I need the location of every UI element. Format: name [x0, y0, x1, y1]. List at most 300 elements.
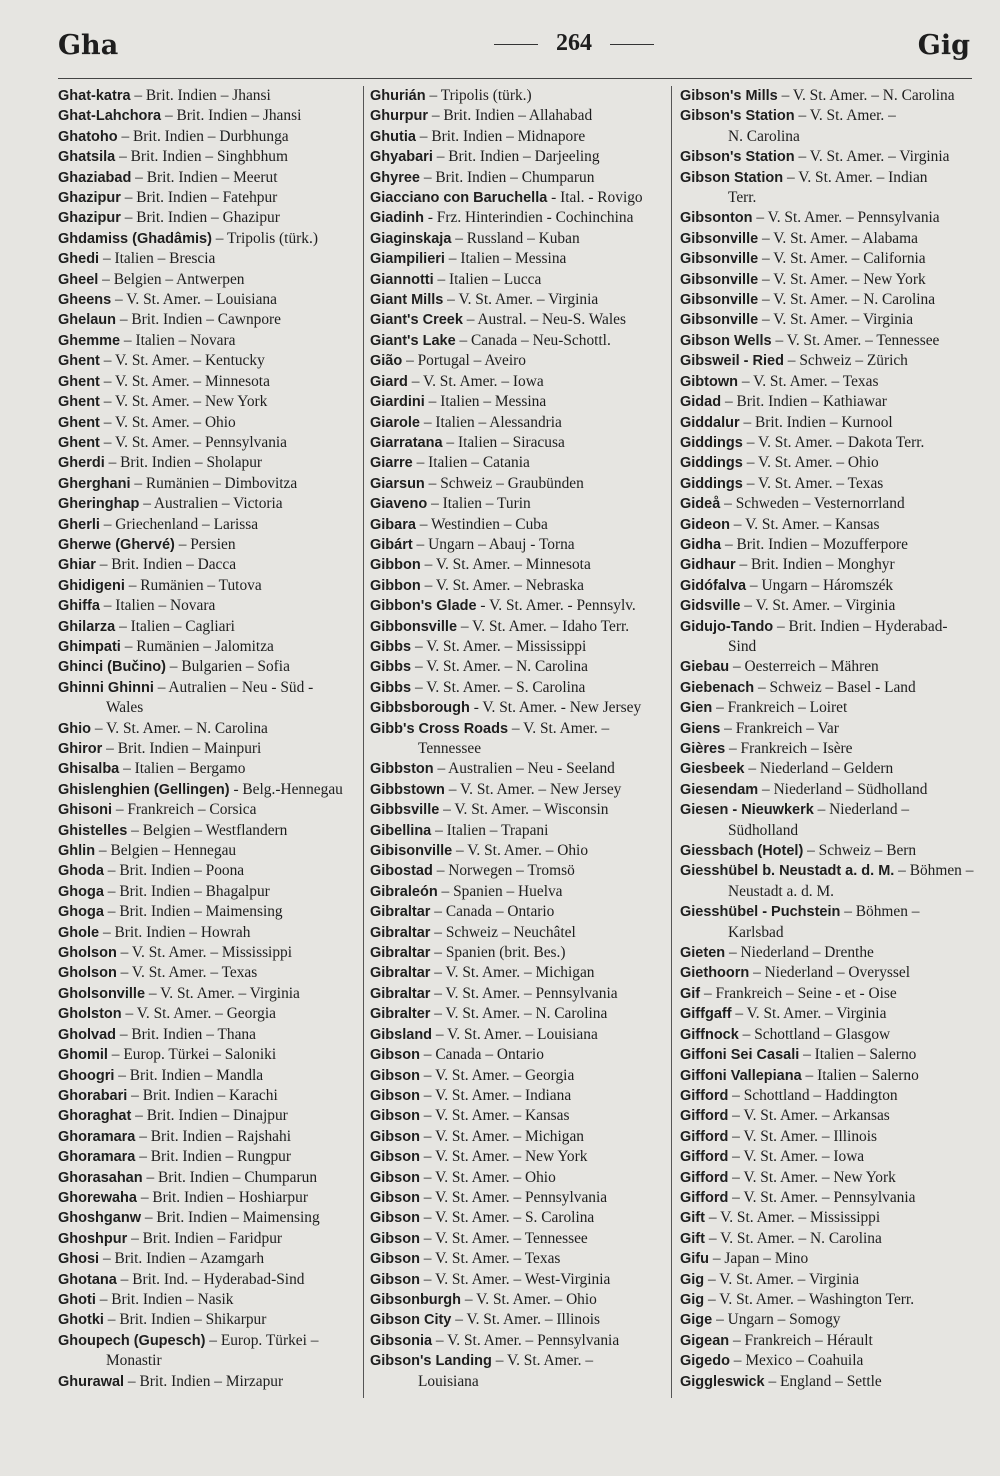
gazetteer-entry [370, 208, 665, 228]
entry-headword: Gibbs [370, 659, 412, 676]
entry-headword: Ghorabari [58, 1087, 128, 1104]
entry-headword: Ghotana [58, 1271, 117, 1288]
entry-continuation: Tennessee [418, 740, 482, 757]
entry-location: – Brit. Indien – Shikarpur [103, 1311, 267, 1329]
gazetteer-entry [370, 1147, 665, 1167]
gazetteer-entry [680, 698, 980, 718]
entry-headword: Gig [680, 1271, 705, 1288]
entry-location: – Mexico – Coahuila [729, 1352, 864, 1370]
entry-location: – V. St. Amer. – Washington Terr. [704, 1290, 915, 1308]
gazetteer-entry [370, 310, 665, 330]
gazetteer-entry [58, 270, 356, 290]
entry-headword: Giebenach [680, 679, 755, 696]
gazetteer-entry [370, 800, 665, 820]
gazetteer-entry [680, 1066, 980, 1086]
entry-headword: Gidsville [680, 598, 741, 615]
entry-headword: Giesen - Nieuwkerk [680, 802, 814, 819]
entry-location: – Schweiz – Zürich [783, 352, 908, 370]
page-header [58, 26, 970, 66]
entry-headword: Gibellina [370, 822, 432, 839]
gazetteer-entry [370, 331, 665, 351]
entry-location: – Italien – Cagliari [115, 617, 235, 635]
entry-location: – Italien – Alessandria [419, 413, 562, 431]
gazetteer-entry [680, 1147, 980, 1167]
gazetteer-entry [58, 923, 356, 943]
entry-headword: Giffoni Vallepiana [680, 1067, 802, 1084]
gazetteer-entry [370, 882, 665, 902]
entry-headword: Ghurawal [58, 1373, 125, 1390]
entry-headword: Ghomil [58, 1047, 108, 1064]
entry-location: – Autralien – Neu - Süd - [153, 678, 314, 696]
entry-headword: Gibsonia [370, 1332, 433, 1349]
gazetteer-entry [680, 1331, 980, 1351]
entry-location: – V. St. Amer. – Tennessee [771, 331, 940, 349]
entry-location: - V. St. Amer. - New Jersey [469, 699, 642, 717]
entry-headword: Gidhaur [680, 557, 736, 574]
entry-headword: Gigean [680, 1332, 730, 1349]
gazetteer-entry [370, 1331, 665, 1351]
entry-headword: Giesendam [680, 781, 759, 798]
entry-location: – Brit. Indien – Poona [103, 862, 245, 880]
entry-headword: Ghazipur [58, 210, 121, 227]
gazetteer-entry [58, 780, 356, 800]
entry-headword: Ghent [58, 434, 100, 451]
entry-continuation: Louisiana [418, 1372, 479, 1390]
entry-headword: Ghole [58, 924, 100, 941]
entry-location: – Schweden – Vesternorrland [720, 495, 905, 513]
gazetteer-entry [58, 1188, 356, 1208]
gazetteer-entry [58, 1208, 356, 1228]
gazetteer-entry [680, 780, 980, 800]
entry-headword: Ghorasahan [58, 1169, 143, 1186]
column-divider [671, 86, 672, 1398]
entry-headword: Giddalur [680, 414, 740, 431]
entry-location: – V. St. Amer. – Virginia [740, 597, 896, 615]
entry-location: – Japan – Mino [709, 1250, 809, 1268]
entry-location: – V. St. Amer. – [508, 719, 610, 737]
gazetteer-entry [680, 719, 980, 739]
entry-location: – Brit. Indien – Kathiawar [721, 393, 887, 411]
gazetteer-entry [370, 127, 665, 147]
entry-location: – V. St. Amer. – Idaho Terr. [457, 617, 630, 635]
gazetteer-entry [370, 290, 665, 310]
entry-headword: Ghedi [58, 251, 100, 268]
gazetteer-entry [680, 963, 980, 983]
entry-headword: Giant's Lake [370, 332, 456, 349]
entry-headword: Gibson's Mills [680, 88, 778, 104]
entry-headword: Ghoga [58, 883, 104, 900]
page-number [476, 30, 672, 57]
entry-headword: Gibson [370, 1087, 420, 1104]
entry-continuation: Karlsbad [728, 923, 784, 941]
entry-headword: Ghelaun [58, 312, 117, 329]
gazetteer-entry [680, 1249, 980, 1269]
entry-headword: Ghinci (Bučino) [58, 659, 166, 676]
gazetteer-entry [370, 147, 665, 167]
entry-headword: Gião [370, 353, 403, 370]
entry-headword: Gifford [680, 1189, 729, 1206]
entry-headword: Gibbon [370, 557, 421, 574]
entry-location: – V. St. Amer. – Virginia [443, 291, 599, 309]
entry-headword: Ghatsila [58, 149, 116, 166]
entry-headword: Giant Mills [370, 292, 444, 309]
gazetteer-entry [58, 1147, 356, 1167]
entry-location: – V. St. Amer. – Mississippi [411, 637, 587, 655]
entry-headword: Gibson [370, 1047, 420, 1064]
entry-location: – V. St. Amer. – Virginia [758, 311, 914, 329]
entry-headword: Gibralter [370, 1006, 431, 1023]
gazetteer-entry [58, 719, 356, 739]
gazetteer-entry [680, 351, 980, 371]
entry-headword: Giadinh [370, 210, 424, 227]
entry-location: – Australien – Neu - Seeland [433, 760, 615, 778]
gazetteer-entry [58, 453, 356, 473]
entry-location: – V. St. Amer. – New Jersey [444, 780, 622, 798]
gazetteer-entry [680, 392, 980, 412]
entry-location: – V. St. Amer. – New York [758, 270, 926, 288]
entry-location: – Frankreich – Isère [725, 740, 853, 757]
entry-headword: Giessbach (Hotel) [680, 843, 804, 860]
entry-headword: Gibson [370, 1210, 420, 1227]
entry-location: – Brit. Indien – Faridpur [127, 1229, 283, 1247]
gazetteer-entry [58, 1127, 356, 1147]
gazetteer-entry [58, 229, 356, 249]
entry-location: – V. St. Amer. – N. Carolina [430, 1005, 608, 1023]
gazetteer-entry [58, 290, 356, 310]
entry-headword: Giarole [370, 414, 420, 431]
entry-location: – Niederland – Südholland [758, 780, 928, 798]
entry-headword: Ghoramara [58, 1149, 136, 1166]
gazetteer-entry [58, 413, 356, 433]
entry-location: – Rumänien – Jalomitza [120, 637, 274, 655]
entry-location: – Niederland – [813, 801, 910, 819]
entry-location: – Tripolis (türk.) [425, 87, 532, 104]
entry-headword: Gholson [58, 945, 117, 962]
entry-location: – Brit. Indien – Dacca [95, 556, 237, 574]
gazetteer-entry [680, 106, 980, 147]
gazetteer-entry [58, 474, 356, 494]
entry-location: – V. St. Amer. – Michigan [430, 964, 595, 982]
entry-location: – Austral. – Neu-S. Wales [462, 311, 626, 329]
entry-location: – Canada – Ontario [430, 903, 555, 921]
entry-location: – Italien – Trapani [431, 821, 549, 839]
entry-headword: Gibson [370, 1067, 420, 1084]
entry-location: – Brit. Indien – Chumparun [142, 1168, 318, 1186]
entry-location: – Europ. Türkei – [205, 1331, 319, 1349]
gazetteer-entry [58, 657, 356, 677]
entry-headword: Ghiffa [58, 598, 100, 615]
entry-headword: Gifu [680, 1251, 709, 1268]
gazetteer-entry [680, 270, 980, 290]
gazetteer-entry [680, 1106, 980, 1126]
entry-location: – V. St. Amer. – New York [419, 1148, 588, 1166]
entry-location: – V. St. Amer. – Dakota Terr. [742, 433, 925, 451]
entry-headword: Giggleswick [680, 1373, 765, 1390]
entry-headword: Ghoda [58, 863, 104, 880]
entry-location: - Ital. - Rovigo [547, 189, 643, 207]
entry-headword: Gibraltar [370, 904, 431, 921]
gazetteer-entry [58, 1372, 356, 1392]
entry-location: – Italien – Catania [412, 454, 530, 472]
page-number-text: 264 [556, 30, 592, 56]
entry-headword: Gherdi [58, 455, 105, 472]
entry-location: – Italien – Messina [444, 250, 567, 268]
entry-headword: Gibb's Cross Roads [370, 720, 509, 737]
entry-headword: Giffnock [680, 1026, 739, 1043]
entry-location: – Persien [174, 535, 236, 553]
entry-headword: Gheens [58, 292, 112, 309]
entry-headword: Gifford [680, 1169, 729, 1186]
gazetteer-entry [58, 1310, 356, 1330]
entry-location: – V. St. Amer. – Minnesota [420, 556, 591, 574]
entry-location: – Spanien – Huelva [437, 882, 563, 900]
entry-headword: Gibisonville [370, 843, 453, 860]
entry-location: – Brit. Indien – Monghyr [735, 556, 895, 574]
gazetteer-entry [58, 821, 356, 841]
entry-headword: Ghoupech (Gupesch) [58, 1332, 206, 1349]
gazetteer-entry [370, 861, 665, 881]
gazetteer-entry [58, 208, 356, 228]
gazetteer-entry [370, 984, 665, 1004]
entry-location: - V. St. Amer. - Pennsylv. [476, 597, 636, 615]
column-2 [370, 86, 665, 1466]
entry-location: – Brit. Indien – Jhansi [130, 87, 271, 104]
gazetteer-entry [680, 576, 980, 596]
entry-location: – V. St. Amer. – Ohio [742, 454, 879, 472]
entry-headword: Gidujo-Tando [680, 618, 774, 635]
entry-headword: Gibtown [680, 373, 738, 390]
entry-location: – V. St. Amer. – Indian [783, 168, 928, 186]
gazetteer-entry [58, 882, 356, 902]
entry-location: – Brit. Indien – Cawnpore [116, 311, 282, 329]
entry-headword: Giarre [370, 455, 413, 472]
entry-location: – V. St. Amer. – Texas [116, 964, 258, 982]
entry-headword: Gibraltar [370, 965, 431, 982]
entry-headword: Ghent [58, 414, 100, 431]
entry-location: – Westindien – Cuba [415, 515, 548, 533]
gazetteer-entry [680, 168, 980, 209]
entry-headword: Gigedo [680, 1353, 730, 1370]
gazetteer-entry [58, 1229, 356, 1249]
entry-location: – V. St. Amer. – Ohio [99, 413, 236, 431]
entry-headword: Giarratana [370, 434, 443, 451]
gazetteer-entry [370, 1086, 665, 1106]
entry-headword: Gifford [680, 1149, 729, 1166]
entry-location: – Brit. Indien – Chumparun [419, 168, 595, 186]
entry-headword: Giethoorn [680, 965, 750, 982]
entry-headword: Gibbsborough [370, 700, 470, 717]
entry-location: – V. St. Amer. – Iowa [407, 372, 544, 390]
entry-headword: Ghdamiss (Ghadâmis) [58, 230, 212, 247]
gazetteer-entry [58, 331, 356, 351]
entry-headword: Gibbs [370, 638, 412, 655]
gazetteer-entry [680, 1168, 980, 1188]
entry-headword: Ghiror [58, 741, 103, 757]
entry-continuation: Sind [728, 637, 757, 655]
entry-headword: Gibson Station [680, 169, 784, 186]
entry-continuation: Monastir [106, 1352, 162, 1370]
entry-location: – Schweiz – Basel - Land [754, 678, 916, 696]
gazetteer-entry [370, 494, 665, 514]
entry-location: – Brit. Indien – Meerut [131, 168, 278, 186]
gazetteer-entry [680, 249, 980, 269]
entry-headword: Giant's Creek [370, 312, 463, 329]
entry-headword: Gholson [58, 965, 117, 982]
gazetteer-entry [370, 1168, 665, 1188]
gazetteer-entry [370, 86, 665, 106]
gazetteer-entry [58, 249, 356, 269]
gazetteer-entry [370, 535, 665, 555]
gazetteer-entry [680, 902, 980, 943]
entry-headword: Ghat-katra [58, 88, 131, 104]
entry-headword: Giarsun [370, 475, 425, 492]
entry-headword: Gholsonville [58, 985, 146, 1002]
entry-headword: Ghent [58, 373, 100, 390]
entry-location: – V. St. Amer. – S. Carolina [411, 678, 586, 696]
entry-location: – V. St. Amer. – Pennsylvania [752, 209, 940, 227]
gazetteer-entry [680, 290, 980, 310]
entry-headword: Ghislenghien (Gellingen) [58, 781, 230, 798]
entry-location: – Böhmen – [894, 862, 974, 880]
entry-location: – Brit. Indien – Dinajpur [131, 1107, 288, 1125]
gazetteer-entry [58, 310, 356, 330]
gazetteer-entry [370, 657, 665, 677]
gazetteer-entry [680, 800, 980, 841]
gazetteer-entry [370, 1066, 665, 1086]
entry-location: – Spanien (brit. Bes.) [430, 944, 566, 962]
entry-headword: Gibbon's Glade [370, 598, 477, 615]
gazetteer-entry [680, 1025, 980, 1045]
entry-location: – Schweiz – Graubünden [424, 474, 584, 492]
entry-headword: Gibraltar [370, 924, 431, 941]
gazetteer-entry [58, 555, 356, 575]
entry-headword: Gifford [680, 1128, 729, 1145]
column-1 [58, 86, 356, 1466]
entry-headword: Gibsonville [680, 230, 759, 247]
entry-location: – Brit. Ind. – Hyderabad-Sind [116, 1270, 305, 1288]
entry-headword: Ghaziabad [58, 169, 132, 186]
entry-location: – V. St. Amer. – New York [728, 1168, 896, 1186]
gazetteer-entry [680, 494, 980, 514]
entry-location: – Italien – Brescia [99, 250, 216, 268]
entry-headword: Gideon [680, 516, 730, 533]
entry-location: – Australien – Victoria [139, 495, 283, 513]
entry-location: – V. St. Amer. – Illinois [728, 1127, 877, 1145]
gazetteer-entry [58, 433, 356, 453]
entry-location: – Brit. Indien – Mozufferpore [721, 535, 909, 553]
entry-headword: Gidad [680, 394, 722, 411]
gazetteer-entry [58, 759, 356, 779]
gazetteer-entry [370, 923, 665, 943]
entry-location: – Schweiz – Bern [803, 842, 917, 860]
gazetteer-entry [58, 86, 356, 106]
entry-location: – Brit. Indien – Hyderabad- [773, 617, 948, 635]
entry-headword: Gideå [680, 496, 721, 513]
gazetteer-entry [680, 86, 980, 106]
gazetteer-entry [370, 270, 665, 290]
gazetteer-entry [680, 310, 980, 330]
entry-headword: Gige [680, 1312, 713, 1329]
gazetteer-entry [58, 1045, 356, 1065]
gazetteer-entry [58, 494, 356, 514]
entry-location: – Brit. Indien – Rungpur [135, 1148, 291, 1166]
gazetteer-entry [58, 576, 356, 596]
gazetteer-entry [370, 780, 665, 800]
gazetteer-entry [58, 1086, 356, 1106]
entry-headword: Gibsonville [680, 312, 759, 329]
entry-headword: Gibson's Station [680, 149, 795, 166]
entry-headword: Gif [680, 985, 701, 1002]
entry-headword: Ghyabari [370, 149, 433, 166]
entry-location: – V. St. Amer. – Wisconsin [439, 801, 609, 819]
entry-headword: Giampilieri [370, 251, 445, 268]
entry-location: – Brit. Indien – Maimensing [140, 1209, 320, 1227]
gazetteer-entry [58, 963, 356, 983]
entry-location: – Brit. Indien – Allahabad [428, 107, 593, 125]
gazetteer-entry [680, 535, 980, 555]
entry-location: – Tripolis (türk.) [211, 229, 318, 247]
entry-location: – V. St. Amer. – Alabama [758, 229, 918, 247]
entry-headword: Gheringhap [58, 496, 140, 513]
entry-location: – Brit. Indien – Sholapur [104, 454, 263, 472]
gazetteer-entry [680, 861, 980, 902]
entry-headword: Ghoti [58, 1291, 96, 1308]
entry-headword: Gibostad [370, 863, 433, 880]
entry-headword: Ghinni Ghinni [58, 679, 154, 696]
gazetteer-entry [370, 759, 665, 779]
gazetteer-entry [370, 678, 665, 698]
entry-headword: Gherli [58, 516, 100, 533]
gazetteer-entry [58, 351, 356, 371]
gazetteer-entry [370, 515, 665, 535]
entry-headword: Gibson's Station [680, 108, 795, 125]
entry-headword: Ghoshpur [58, 1230, 128, 1247]
gazetteer-entry [680, 1310, 980, 1330]
entry-location: – Russland – Kuban [451, 229, 580, 247]
gazetteer-entry [58, 984, 356, 1004]
gazetteer-entry [370, 841, 665, 861]
entry-location: – Brit. Indien – Jhansi [161, 107, 302, 125]
gazetteer-entry [58, 739, 356, 759]
entry-location: – Brit. Indien – Durbhunga [117, 127, 289, 145]
gazetteer-entry [370, 1106, 665, 1126]
gazetteer-entry [680, 841, 980, 861]
gazetteer-entry [680, 147, 980, 167]
entry-location: – V. St. Amer. – New York [99, 393, 268, 411]
entry-location: – Niederland – Drenthe [725, 944, 874, 962]
entry-headword: Ghotki [58, 1312, 104, 1329]
gazetteer-entry [58, 1004, 356, 1024]
gazetteer-entry [58, 637, 356, 657]
entry-location: – Brit. Indien – Thana [116, 1025, 256, 1043]
entry-headword: Giard [370, 373, 408, 390]
gazetteer-entry [58, 943, 356, 963]
entry-headword: Gidófalva [680, 577, 747, 594]
entry-location: – Brit. Indien – Mainpuri [102, 740, 262, 757]
gazetteer-entry [680, 555, 980, 575]
entry-headword: Gibraleón [370, 883, 438, 900]
entry-headword: Gibson [370, 1230, 420, 1247]
entry-headword: Gibbs [370, 679, 412, 696]
entry-headword: Giesshübel b. Neustadt a. d. M. [680, 863, 895, 880]
entry-location: – Niederland – Geldern [744, 760, 894, 778]
entry-location: – Schottland – Haddington [728, 1086, 898, 1104]
entry-headword: Ghent [58, 353, 100, 370]
entry-location: – Frankreich – Var [720, 719, 839, 737]
gazetteer-entry [58, 861, 356, 881]
entry-headword: Gibson [370, 1149, 420, 1166]
entry-headword: Ghurián [370, 88, 426, 104]
